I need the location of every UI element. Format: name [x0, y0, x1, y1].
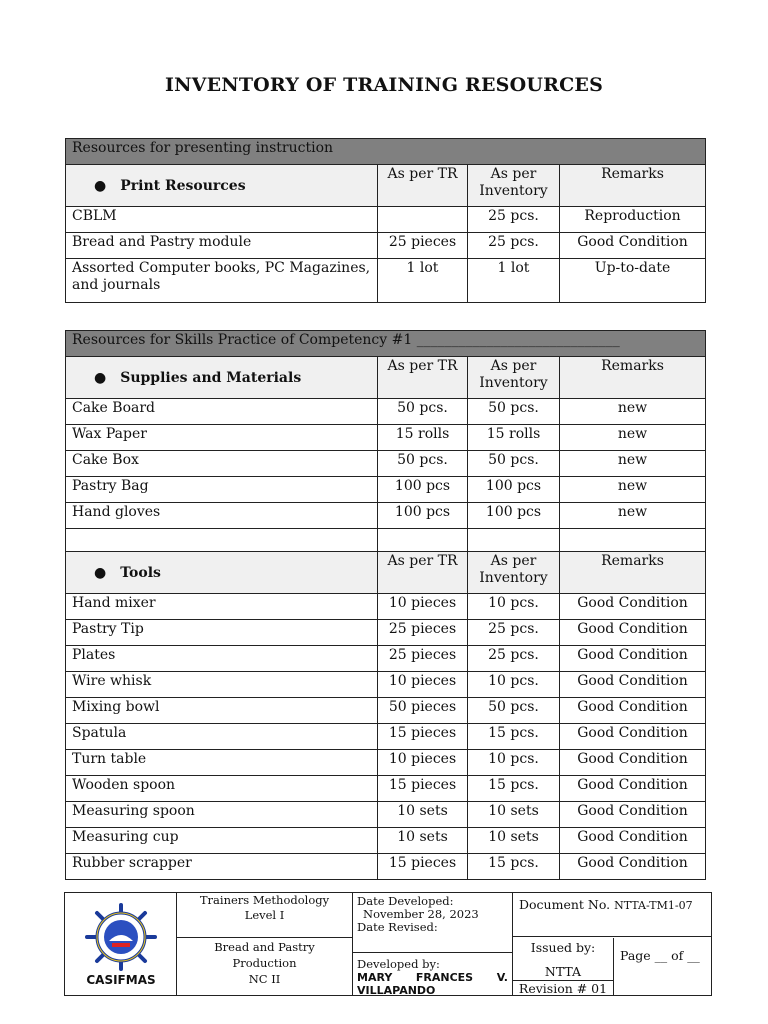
col-as-per-inventory: As per Inventory: [468, 357, 560, 399]
category-tools: Tools: [120, 564, 161, 581]
remarks-cell: Good Condition: [560, 646, 706, 672]
item-cell: Hand mixer: [66, 594, 378, 620]
table-row: [66, 399, 706, 425]
as-per-inventory-cell: 100 pcs: [468, 503, 560, 529]
item-cell: CBLM: [66, 207, 378, 233]
blank-cell: [468, 529, 560, 552]
table-row: [66, 207, 706, 233]
qualification-line3: NC II: [248, 972, 281, 986]
developer-initial: V.: [496, 971, 508, 984]
remarks-cell: Good Condition: [560, 828, 706, 854]
as-per-tr-cell: 25 pieces: [378, 233, 468, 259]
category-label: [66, 552, 378, 594]
course-line1: Trainers Methodology: [199, 893, 330, 907]
table-row: [66, 451, 706, 477]
as-per-tr-cell: [378, 207, 468, 233]
item-cell: Cake Board: [66, 399, 378, 425]
date-revised-label: Date Revised:: [357, 920, 438, 934]
item-cell: Assorted Computer books, PC Magazines, and journals: [66, 259, 378, 303]
remarks-cell: Good Condition: [560, 776, 706, 802]
skills-practice-table: [65, 330, 706, 880]
item-cell: Pastry Tip: [66, 620, 378, 646]
category-print-resources: Print Resources: [120, 177, 246, 194]
item-cell: Cake Box: [66, 451, 378, 477]
table-row: [66, 233, 706, 259]
issued-by-cell: [513, 938, 614, 995]
document-info-cell: [513, 893, 711, 995]
remarks-cell: new: [560, 477, 706, 503]
remarks-cell: Good Condition: [560, 620, 706, 646]
developer-middle: FRANCES: [415, 971, 474, 984]
qualification-line1: Bread and Pastry: [214, 940, 315, 954]
category-supplies: Supplies and Materials: [120, 369, 302, 386]
issued-by: NTTA: [513, 964, 613, 981]
blank-cell: [560, 529, 706, 552]
remarks-cell: Good Condition: [560, 802, 706, 828]
page-title: INVENTORY OF TRAINING RESOURCES: [164, 74, 604, 96]
as-per-tr-cell: 25 pieces: [378, 620, 468, 646]
item-cell: Turn table: [66, 750, 378, 776]
table-row: [66, 503, 706, 529]
as-per-inventory-cell: 15 rolls: [468, 425, 560, 451]
date-developed: November 28, 2023: [363, 907, 479, 921]
date-developed-label: Date Developed:: [357, 894, 454, 908]
table-row: [66, 776, 706, 802]
remarks-cell: Good Condition: [560, 594, 706, 620]
as-per-tr-cell: 15 rolls: [378, 425, 468, 451]
item-cell: Wax Paper: [66, 425, 378, 451]
as-per-inventory-cell: 50 pcs.: [468, 451, 560, 477]
as-per-inventory-cell: 10 sets: [468, 828, 560, 854]
as-per-tr-cell: 10 sets: [378, 828, 468, 854]
col-remarks: Remarks: [560, 357, 706, 399]
category-label: [66, 165, 378, 207]
as-per-inventory-cell: 10 sets: [468, 802, 560, 828]
table-row: [66, 646, 706, 672]
section-heading: Resources for presenting instruction: [66, 139, 706, 165]
doc-no: NTTA-TM1-07: [614, 899, 693, 912]
developer-name: [357, 971, 508, 984]
as-per-inventory-cell: 50 pcs.: [468, 399, 560, 425]
casifmas-logo-icon: [82, 903, 160, 971]
remarks-cell: Reproduction: [560, 207, 706, 233]
table-row: [66, 594, 706, 620]
item-cell: Spatula: [66, 724, 378, 750]
item-cell: Measuring cup: [66, 828, 378, 854]
document-footer: [64, 892, 712, 996]
category-label: [66, 357, 378, 399]
as-per-inventory-cell: 100 pcs: [468, 477, 560, 503]
developer-first: MARY: [357, 971, 393, 984]
as-per-tr-cell: 10 pieces: [378, 672, 468, 698]
col-remarks: Remarks: [560, 552, 706, 594]
table-row: [66, 724, 706, 750]
col-remarks: Remarks: [560, 165, 706, 207]
bullet-icon: ●: [94, 564, 107, 581]
remarks-cell: new: [560, 399, 706, 425]
remarks-cell: new: [560, 503, 706, 529]
col-as-per-tr: As per TR: [378, 552, 468, 594]
as-per-tr-cell: 25 pieces: [378, 646, 468, 672]
col-as-per-tr: As per TR: [378, 165, 468, 207]
as-per-inventory-cell: 25 pcs.: [468, 620, 560, 646]
item-cell: Hand gloves: [66, 503, 378, 529]
remarks-cell: Good Condition: [560, 672, 706, 698]
revision: Revision # 01: [518, 981, 608, 996]
as-per-inventory-cell: 50 pcs.: [468, 698, 560, 724]
bullet-icon: ●: [94, 177, 107, 194]
col-as-per-inventory: As per Inventory: [468, 165, 560, 207]
org-name: CASIFMAS: [86, 973, 156, 987]
document-number: [513, 893, 711, 937]
as-per-tr-cell: 50 pcs.: [378, 451, 468, 477]
as-per-inventory-cell: 15 pcs.: [468, 776, 560, 802]
table-row: [66, 698, 706, 724]
course-cell: [177, 893, 353, 995]
item-cell: Bread and Pastry module: [66, 233, 378, 259]
table-row: [66, 750, 706, 776]
remarks-cell: new: [560, 425, 706, 451]
logo-cell: [65, 893, 177, 995]
item-cell: Rubber scrapper: [66, 854, 378, 880]
as-per-tr-cell: 10 pieces: [378, 594, 468, 620]
date-cell: [353, 893, 513, 995]
remarks-cell: Good Condition: [560, 698, 706, 724]
item-cell: Measuring spoon: [66, 802, 378, 828]
table-row: [66, 672, 706, 698]
as-per-inventory-cell: 25 pcs.: [468, 207, 560, 233]
item-cell: Wooden spoon: [66, 776, 378, 802]
remarks-cell: Up-to-date: [560, 259, 706, 303]
remarks-cell: Good Condition: [560, 724, 706, 750]
doc-no-label: Document No.: [519, 897, 611, 912]
remarks-cell: new: [560, 451, 706, 477]
as-per-tr-cell: 50 pieces: [378, 698, 468, 724]
section-heading: Resources for Skills Practice of Competency #1 _____________________________: [66, 331, 706, 357]
as-per-inventory-cell: 15 pcs.: [468, 854, 560, 880]
as-per-tr-cell: 15 pieces: [378, 854, 468, 880]
item-cell: Plates: [66, 646, 378, 672]
developer-last: VILLAPANDO: [357, 984, 436, 997]
as-per-tr-cell: 15 pieces: [378, 776, 468, 802]
issued-by-label: Issued by:: [530, 940, 596, 955]
as-per-inventory-cell: 1 lot: [468, 259, 560, 303]
remarks-cell: Good Condition: [560, 854, 706, 880]
table-row: [66, 259, 706, 303]
print-resources-table: [65, 138, 706, 303]
course-line2: Level I: [244, 908, 285, 922]
as-per-inventory-cell: 10 pcs.: [468, 594, 560, 620]
as-per-inventory-cell: 10 pcs.: [468, 750, 560, 776]
as-per-tr-cell: 1 lot: [378, 259, 468, 303]
table-row: [66, 802, 706, 828]
qualification-line2: Production: [232, 956, 297, 970]
table-row: [66, 854, 706, 880]
as-per-tr-cell: 100 pcs: [378, 477, 468, 503]
as-per-inventory-cell: 15 pcs.: [468, 724, 560, 750]
as-per-inventory-cell: 25 pcs.: [468, 646, 560, 672]
as-per-tr-cell: 100 pcs: [378, 503, 468, 529]
table-row: [66, 477, 706, 503]
bullet-icon: ●: [94, 369, 107, 386]
item-cell: Mixing bowl: [66, 698, 378, 724]
page-number: Page __ of __: [620, 948, 700, 963]
blank-cell: [378, 529, 468, 552]
table-row: [66, 828, 706, 854]
remarks-cell: Good Condition: [560, 750, 706, 776]
as-per-tr-cell: 50 pcs.: [378, 399, 468, 425]
as-per-tr-cell: 10 pieces: [378, 750, 468, 776]
developed-by-label: Developed by:: [357, 957, 440, 971]
table-row: [66, 620, 706, 646]
remarks-cell: Good Condition: [560, 233, 706, 259]
col-as-per-tr: As per TR: [378, 357, 468, 399]
as-per-inventory-cell: 25 pcs.: [468, 233, 560, 259]
as-per-tr-cell: 15 pieces: [378, 724, 468, 750]
col-as-per-inventory: As per Inventory: [468, 552, 560, 594]
table-row: [66, 425, 706, 451]
as-per-tr-cell: 10 sets: [378, 802, 468, 828]
item-cell: Pastry Bag: [66, 477, 378, 503]
blank-cell: [66, 529, 378, 552]
as-per-inventory-cell: 10 pcs.: [468, 672, 560, 698]
item-cell: Wire whisk: [66, 672, 378, 698]
